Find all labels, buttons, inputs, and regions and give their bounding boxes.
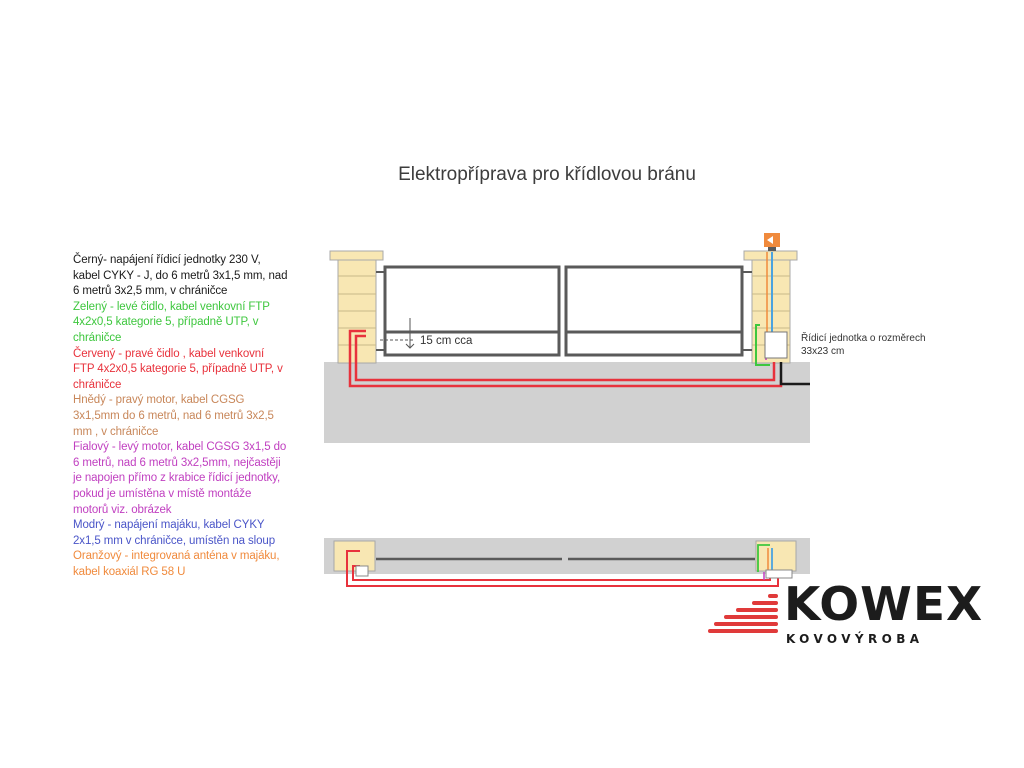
legend-blue-beacon-power: Modrý - napájení majáku, kabel CYKY 2x1,5 mm v chráničce, umístěn na sloup — [73, 519, 276, 547]
front-view — [324, 233, 926, 443]
ground-top — [324, 538, 810, 574]
legend-green-left-sensor: Zelený - levé čidlo, kabel venkovní FTP 4x2x0,5 kategorie 5, případně UTP, v chráničce — [73, 300, 270, 344]
legend-red-right-sensor: Červený - pravé čidlo , kabel venkovní FTP 4x2x0,5 kategorie 5, případně UTP, v chráničce — [73, 347, 283, 391]
logo-stripe — [708, 629, 778, 633]
legend-brown-right-motor: Hnědý - pravý motor, kabel CGSG 3x1,5mm do 6 metrů, nad 6 metrů 3x2,5 mm , v chráničce — [73, 394, 274, 438]
logo-subtitle: KOVOVÝROBA — [786, 632, 924, 646]
logo-stripe — [724, 615, 778, 619]
control-unit-box — [765, 332, 787, 358]
control-unit-size: 33x23 cm — [801, 346, 845, 357]
logo-stripe — [752, 601, 778, 605]
kowex-logo — [706, 577, 984, 653]
logo-wordmark: KOWEX — [784, 577, 984, 631]
legend-orange-antenna: Oranžový - integrovaná anténa v majáku, kabel koaxiál RG 58 U — [73, 550, 280, 578]
top-view — [324, 538, 810, 586]
logo-stripe — [714, 622, 778, 626]
distance-label: 15 cm cca — [420, 335, 473, 347]
legend-violet-left-motor: Fialový - levý motor, kabel CGSG 3x1,5 do 6 metrů, nad 6 metrů 3x2,5mm, nejčastěji je napojen přímo z krabice řídicí jednotky, pokud je umístěna v místě montáže motorů viz. obrázek — [73, 441, 287, 516]
beacon-icon — [764, 233, 780, 251]
diagram-title: Elektropříprava pro křídlovou bránu — [398, 164, 696, 185]
logo-stripe — [768, 594, 778, 598]
ground-front — [324, 362, 810, 443]
left-sensor-box-top — [356, 566, 368, 576]
logo-stripe — [736, 608, 778, 612]
legend-black-power: Černý- napájení řídicí jednotky 230 V, kabel CYKY - J, do 6 metrů 3x1,5 mm, nad 6 metrů 3x2,5 mm, v chráničce — [73, 254, 288, 298]
control-unit-label: Řídicí jednotka o rozměrech — [801, 333, 926, 344]
